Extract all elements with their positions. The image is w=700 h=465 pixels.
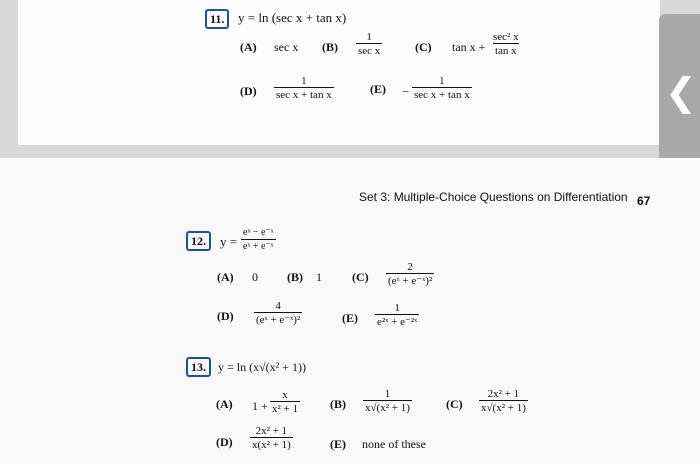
page-number: 67 (637, 194, 651, 208)
q11-option-d-denominator: sec x + tan x (276, 89, 332, 101)
q11-option-b-label: (B) (322, 40, 338, 54)
q11-option-c-prefix: tan x + (452, 40, 486, 54)
q13-option-d-fraction (250, 425, 293, 451)
q12-option-e-fraction (375, 302, 419, 328)
q12-option-a-label: (A) (217, 270, 234, 284)
q13-option-b-fraction (363, 388, 412, 414)
q13-option-b-denominator: x√(x² + 1) (365, 402, 410, 414)
q12-option-a-text: 0 (252, 270, 258, 284)
q13-option-a-prefix: 1 + (252, 399, 268, 413)
q11-option-d-numerator: 1 (301, 75, 307, 87)
q12-option-c-numerator: 2 (407, 261, 413, 273)
question-11-number: 11. (205, 9, 229, 29)
page-header: Set 3: Multiple-Choice Questions on Differentiation (359, 190, 628, 204)
chevron-left-icon[interactable]: ❮ (665, 70, 697, 114)
question-12-number: 12. (186, 231, 211, 251)
question-12-numerator: eˣ − e⁻ˣ (243, 227, 274, 238)
q11-option-d-fraction (274, 75, 334, 101)
q13-option-c-label: (C) (446, 397, 463, 411)
q13-option-c-fraction (479, 388, 528, 414)
q13-option-d-denominator: x(x² + 1) (252, 439, 291, 451)
q12-option-d-numerator: 4 (275, 300, 281, 312)
q13-option-b-label: (B) (330, 397, 346, 411)
q12-option-e-numerator: 1 (394, 302, 400, 314)
q13-option-c-numerator: 2x² + 1 (487, 388, 520, 400)
q11-option-c-denominator: tan x (494, 45, 517, 57)
q13-option-a-fraction (270, 389, 300, 415)
question-13-number: 13. (186, 357, 211, 377)
q12-option-e-denominator: e²ˣ + e⁻²ˣ (377, 316, 418, 328)
q11-option-e-denominator: sec x + tan x (414, 89, 470, 101)
question-12-lhs: y = (220, 234, 238, 249)
q12-option-d-denominator: (eˣ + e⁻ˣ)² (256, 314, 301, 326)
q11-option-a-text: sec x (274, 40, 299, 54)
q12-option-c-denominator: (eˣ + e⁻ˣ)² (388, 275, 433, 287)
q11-option-b-denominator: sec x (358, 45, 381, 57)
q13-option-d-label: (D) (216, 435, 233, 449)
q11-option-a-label: (A) (240, 40, 257, 54)
question-12-fraction (241, 227, 276, 253)
q11-option-c-label: (C) (415, 40, 432, 54)
q13-option-c-denominator: x√(x² + 1) (481, 402, 526, 414)
q12-option-d-fraction (254, 300, 302, 326)
q13-option-a-numerator: x (282, 389, 288, 401)
q13-option-e-text: none of these (362, 437, 426, 451)
question-13-equation: y = ln (x√(x² + 1)) (218, 360, 307, 374)
q11-option-e-fraction (412, 75, 472, 101)
q11-option-e-sign: − (402, 84, 410, 99)
q11-option-c-fraction (491, 31, 521, 57)
side-panel-tab[interactable] (659, 14, 700, 174)
q12-option-b-label: (B) (287, 270, 303, 284)
q12-option-c-fraction (386, 261, 434, 287)
question-11-equation: y = ln (sec x + tan x) (238, 10, 347, 25)
q11-option-b-numerator: 1 (366, 31, 372, 43)
q11-option-c-numerator: sec² x (493, 31, 519, 43)
q12-option-b-text: 1 (316, 270, 322, 284)
q13-option-e-label: (E) (330, 437, 346, 451)
q11-option-d-label: (D) (240, 84, 257, 98)
q11-option-e-label: (E) (370, 82, 386, 96)
q12-option-e-label: (E) (342, 311, 358, 325)
q13-option-d-numerator: 2x² + 1 (255, 425, 288, 437)
q11-option-b-fraction (356, 31, 382, 57)
q12-option-c-label: (C) (352, 270, 369, 284)
q13-option-b-numerator: 1 (384, 388, 391, 400)
q12-option-d-label: (D) (217, 309, 234, 323)
question-12-denominator: eˣ + e⁻ˣ (243, 241, 274, 252)
q13-option-a-denominator: x² + 1 (272, 403, 299, 415)
q13-option-a-label: (A) (216, 397, 233, 411)
q11-option-e-numerator: 1 (439, 75, 445, 87)
